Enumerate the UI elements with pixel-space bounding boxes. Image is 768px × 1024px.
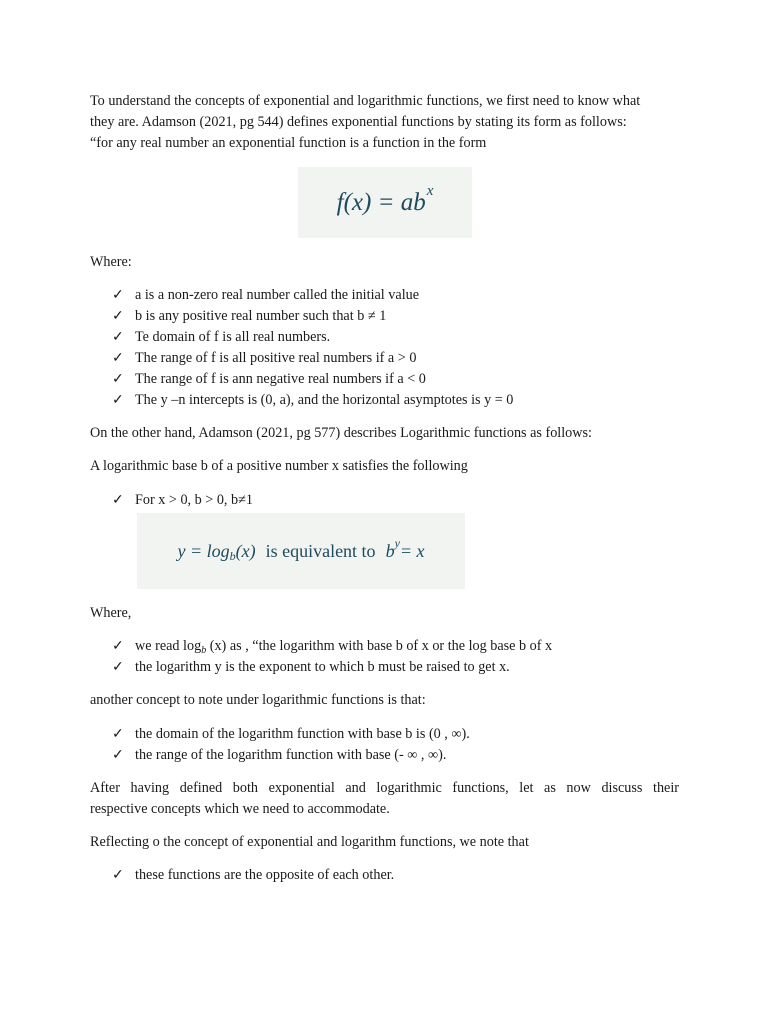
another-concept-paragraph: another concept to note under logarithmic functions is that: (90, 692, 426, 708)
log-domain-range-list (112, 724, 672, 766)
checkmark-icon: ✓ (112, 350, 124, 366)
exponential-formula-image (298, 167, 472, 238)
formula1-lhs: f(x) = ab (336, 189, 426, 216)
checkmark-icon: ✓ (112, 726, 124, 742)
list-item: ✓ The range of f is all positive real numbers if a > 0 (112, 348, 672, 369)
checkmark-icon: ✓ (112, 371, 124, 387)
opposite-list (112, 865, 672, 886)
list-item: ✓ The range of f is ann negative real numbers if a < 0 (112, 369, 672, 390)
checkmark-icon: ✓ (112, 638, 124, 654)
log-base-paragraph: A logarithmic base b of a positive number x satisfies the following (90, 458, 468, 474)
after-defined-paragraph: After having defined both exponential and logarithmic functions, let as now discuss their respective concepts which we need to accommodate. (90, 780, 679, 817)
reflecting-paragraph: Reflecting o the concept of exponential and logarithm functions, we note that (90, 834, 529, 850)
list-item: ✓ a is a non-zero real number called the initial value (112, 285, 672, 306)
checkmark-icon: ✓ (112, 329, 124, 345)
list-item: ✓ the logarithm y is the exponent to which b must be raised to get x. (112, 657, 672, 678)
list-item: ✓ The y –n intercepts is (0, a), and the horizontal asymptotes is y = 0 (112, 390, 672, 411)
intro-line-2: they are. Adamson (2021, pg 544) defines exponential functions by stating its form as follows: (90, 114, 627, 130)
log-reading-list (112, 636, 672, 678)
list-item: ✓ b is any positive real number such that b ≠ 1 (112, 306, 672, 327)
list-item: ✓ the domain of the logarithm function with base b is (0 , ∞). (112, 724, 672, 745)
list-item: ✓ we read $\log_b (x)$ as , “the logarithm with base b of x or the log base b of x (112, 638, 553, 656)
log-conditions-list (112, 490, 672, 511)
other-hand-paragraph: On the other hand, Adamson (2021, pg 577) describes Logarithmic functions as follows: (90, 425, 592, 441)
intro-paragraph (90, 91, 679, 154)
checkmark-icon: ✓ (112, 287, 124, 303)
list-item: ✓ the range of the logarithm function with base (- ∞ , ∞). (112, 745, 672, 766)
where-label-1: Where: (90, 254, 132, 270)
where-label-2: Where, (90, 605, 132, 621)
list-item: ✓ Te domain of f is all real numbers. (112, 327, 672, 348)
list-item: ✓ For x > 0, b > 0, b≠1 (112, 490, 672, 511)
checkmark-icon: ✓ (112, 308, 124, 324)
checkmark-icon: ✓ (112, 659, 124, 675)
checkmark-icon: ✓ (112, 492, 124, 508)
list-item: ✓ these functions are the opposite of each other. (112, 865, 672, 886)
exponential-properties-list (112, 285, 672, 411)
intro-line-3: “for any real number an exponential function is a function in the form (90, 135, 487, 151)
formula1-exponent: x (426, 183, 434, 199)
checkmark-icon: ✓ (112, 867, 124, 883)
checkmark-icon: ✓ (112, 747, 124, 763)
intro-line-1: To understand the concepts of exponential and logarithmic functions, we first need to know what (90, 93, 641, 109)
checkmark-icon: ✓ (112, 392, 124, 408)
logarithm-formula-image: y = log b (x) is equivalent to b y = x (137, 513, 465, 589)
